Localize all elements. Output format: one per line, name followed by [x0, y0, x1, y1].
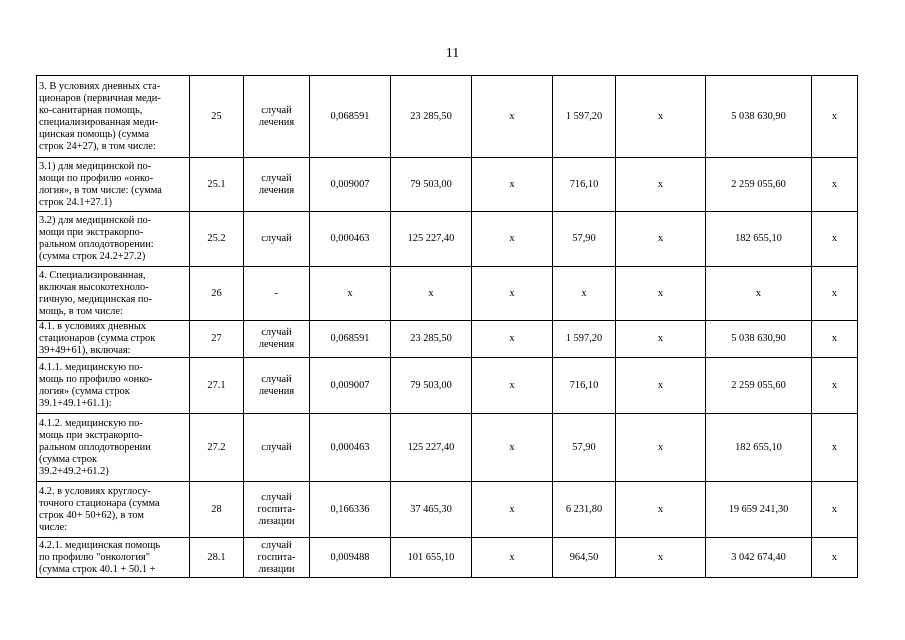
row-number: 27.2 [190, 414, 244, 482]
x-cell: x [616, 321, 706, 358]
page-number: 11 [445, 46, 460, 61]
x-cell: x [472, 158, 553, 212]
row-name: 3. В условиях дневных ста- ционаров (первичная меди- ко-санитарная помощь, специализированная меди- цинская помощь) (сумма строк 24+27), в том числе: [37, 76, 190, 158]
value-cell: 0,000463 [310, 212, 391, 267]
row-number: 27 [190, 321, 244, 358]
table-row [37, 414, 858, 482]
row-number: 28 [190, 482, 244, 538]
value-cell: 101 655,10 [391, 538, 472, 578]
unit-cell: случай [244, 212, 310, 267]
row-name: 4.2. в условиях круглосу- точного стационара (сумма строк 40+ 50+62), в том числе: [37, 482, 190, 538]
x-cell: x [616, 358, 706, 414]
table-row [37, 76, 858, 158]
row-name: 3.2) для медицинской по- мощи при экстракорпо- ральном оплодотворении: (сумма строк 24.2+27.2) [37, 212, 190, 267]
unit-cell: случай лечения [244, 76, 310, 158]
value-cell: 0,009488 [310, 538, 391, 578]
value-cell: 57,90 [553, 212, 616, 267]
x-cell: x [812, 538, 858, 578]
x-cell: x [812, 158, 858, 212]
value-cell: 23 285,50 [391, 76, 472, 158]
x-cell: x [812, 267, 858, 321]
value-cell: 0,068591 [310, 321, 391, 358]
value-cell: 23 285,50 [391, 321, 472, 358]
value-cell: 3 042 674,40 [706, 538, 812, 578]
value-cell: 5 038 630,90 [706, 76, 812, 158]
table-row [37, 358, 858, 414]
row-number: 28.1 [190, 538, 244, 578]
value-cell: 6 231,80 [553, 482, 616, 538]
x-cell: x [616, 158, 706, 212]
table-row [37, 158, 858, 212]
x-cell: x [812, 76, 858, 158]
x-cell: x [472, 538, 553, 578]
value-cell: 1 597,20 [553, 76, 616, 158]
row-name: 4.1.2. медицинскую по- мощь при экстракорпо- ральном оплодотворении (сумма строк 39.2+49.2+61.2) [37, 414, 190, 482]
row-number: 25 [190, 76, 244, 158]
x-cell: x [472, 414, 553, 482]
value-cell: 2 259 055,60 [706, 358, 812, 414]
value-cell: 19 659 241,30 [706, 482, 812, 538]
value-cell: 716,10 [553, 358, 616, 414]
value-cell: 964,50 [553, 538, 616, 578]
unit-cell: случай госпита- лизации [244, 482, 310, 538]
x-cell: x [616, 267, 706, 321]
row-name: 4.1.1. медицинскую по- мощь по профилю «онко- логия» (сумма строк 39.1+49.1+61.1): [37, 358, 190, 414]
unit-cell: случай лечения [244, 321, 310, 358]
value-cell: x [391, 267, 472, 321]
data-table [36, 75, 858, 578]
table-row [37, 212, 858, 267]
value-cell: 182 655,10 [706, 212, 812, 267]
x-cell: x [616, 482, 706, 538]
unit-cell: случай лечения [244, 358, 310, 414]
table-row [37, 538, 858, 578]
value-cell: 1 597,20 [553, 321, 616, 358]
x-cell: x [616, 538, 706, 578]
value-cell: x [310, 267, 391, 321]
value-cell: 125 227,40 [391, 414, 472, 482]
table-row [37, 267, 858, 321]
x-cell: x [472, 358, 553, 414]
value-cell: 716,10 [553, 158, 616, 212]
x-cell: x [472, 212, 553, 267]
value-cell: x [553, 267, 616, 321]
x-cell: x [812, 321, 858, 358]
value-cell: 125 227,40 [391, 212, 472, 267]
x-cell: x [616, 76, 706, 158]
x-cell: x [616, 212, 706, 267]
unit-cell: случай госпита- лизации [244, 538, 310, 578]
value-cell: 5 038 630,90 [706, 321, 812, 358]
value-cell: 57,90 [553, 414, 616, 482]
value-cell: 0,009007 [310, 358, 391, 414]
value-cell: 79 503,00 [391, 158, 472, 212]
x-cell: x [812, 414, 858, 482]
row-number: 25.1 [190, 158, 244, 212]
value-cell: 182 655,10 [706, 414, 812, 482]
value-cell: 37 465,30 [391, 482, 472, 538]
value-cell: x [706, 267, 812, 321]
table-row [37, 482, 858, 538]
row-number: 27.1 [190, 358, 244, 414]
row-name: 3.1) для медицинской по- мощи по профилю «онко- логия», в том числе: (сумма строк 24.1+27.1) [37, 158, 190, 212]
unit-cell: случай [244, 414, 310, 482]
value-cell: 0,166336 [310, 482, 391, 538]
row-name: 4.1. в условиях дневных стационаров (сумма строк 39+49+61), включая: [37, 321, 190, 358]
row-name: 4.2.1. медицинская помощь по профилю "онкология" (сумма строк 40.1 + 50.1 + [37, 538, 190, 578]
value-cell: 0,068591 [310, 76, 391, 158]
unit-cell: случай лечения [244, 158, 310, 212]
value-cell: 0,000463 [310, 414, 391, 482]
value-cell: 0,009007 [310, 158, 391, 212]
table-row [37, 321, 858, 358]
x-cell: x [472, 321, 553, 358]
value-cell: 79 503,00 [391, 358, 472, 414]
x-cell: x [472, 482, 553, 538]
row-name: 4. Специализированная, включая высокотехноло- гичную, медицинская по- мощь, в том числе: [37, 267, 190, 321]
unit-cell: - [244, 267, 310, 321]
x-cell: x [472, 76, 553, 158]
x-cell: x [616, 414, 706, 482]
value-cell: 2 259 055,60 [706, 158, 812, 212]
x-cell: x [812, 482, 858, 538]
row-number: 26 [190, 267, 244, 321]
x-cell: x [472, 267, 553, 321]
row-number: 25.2 [190, 212, 244, 267]
x-cell: x [812, 212, 858, 267]
x-cell: x [812, 358, 858, 414]
